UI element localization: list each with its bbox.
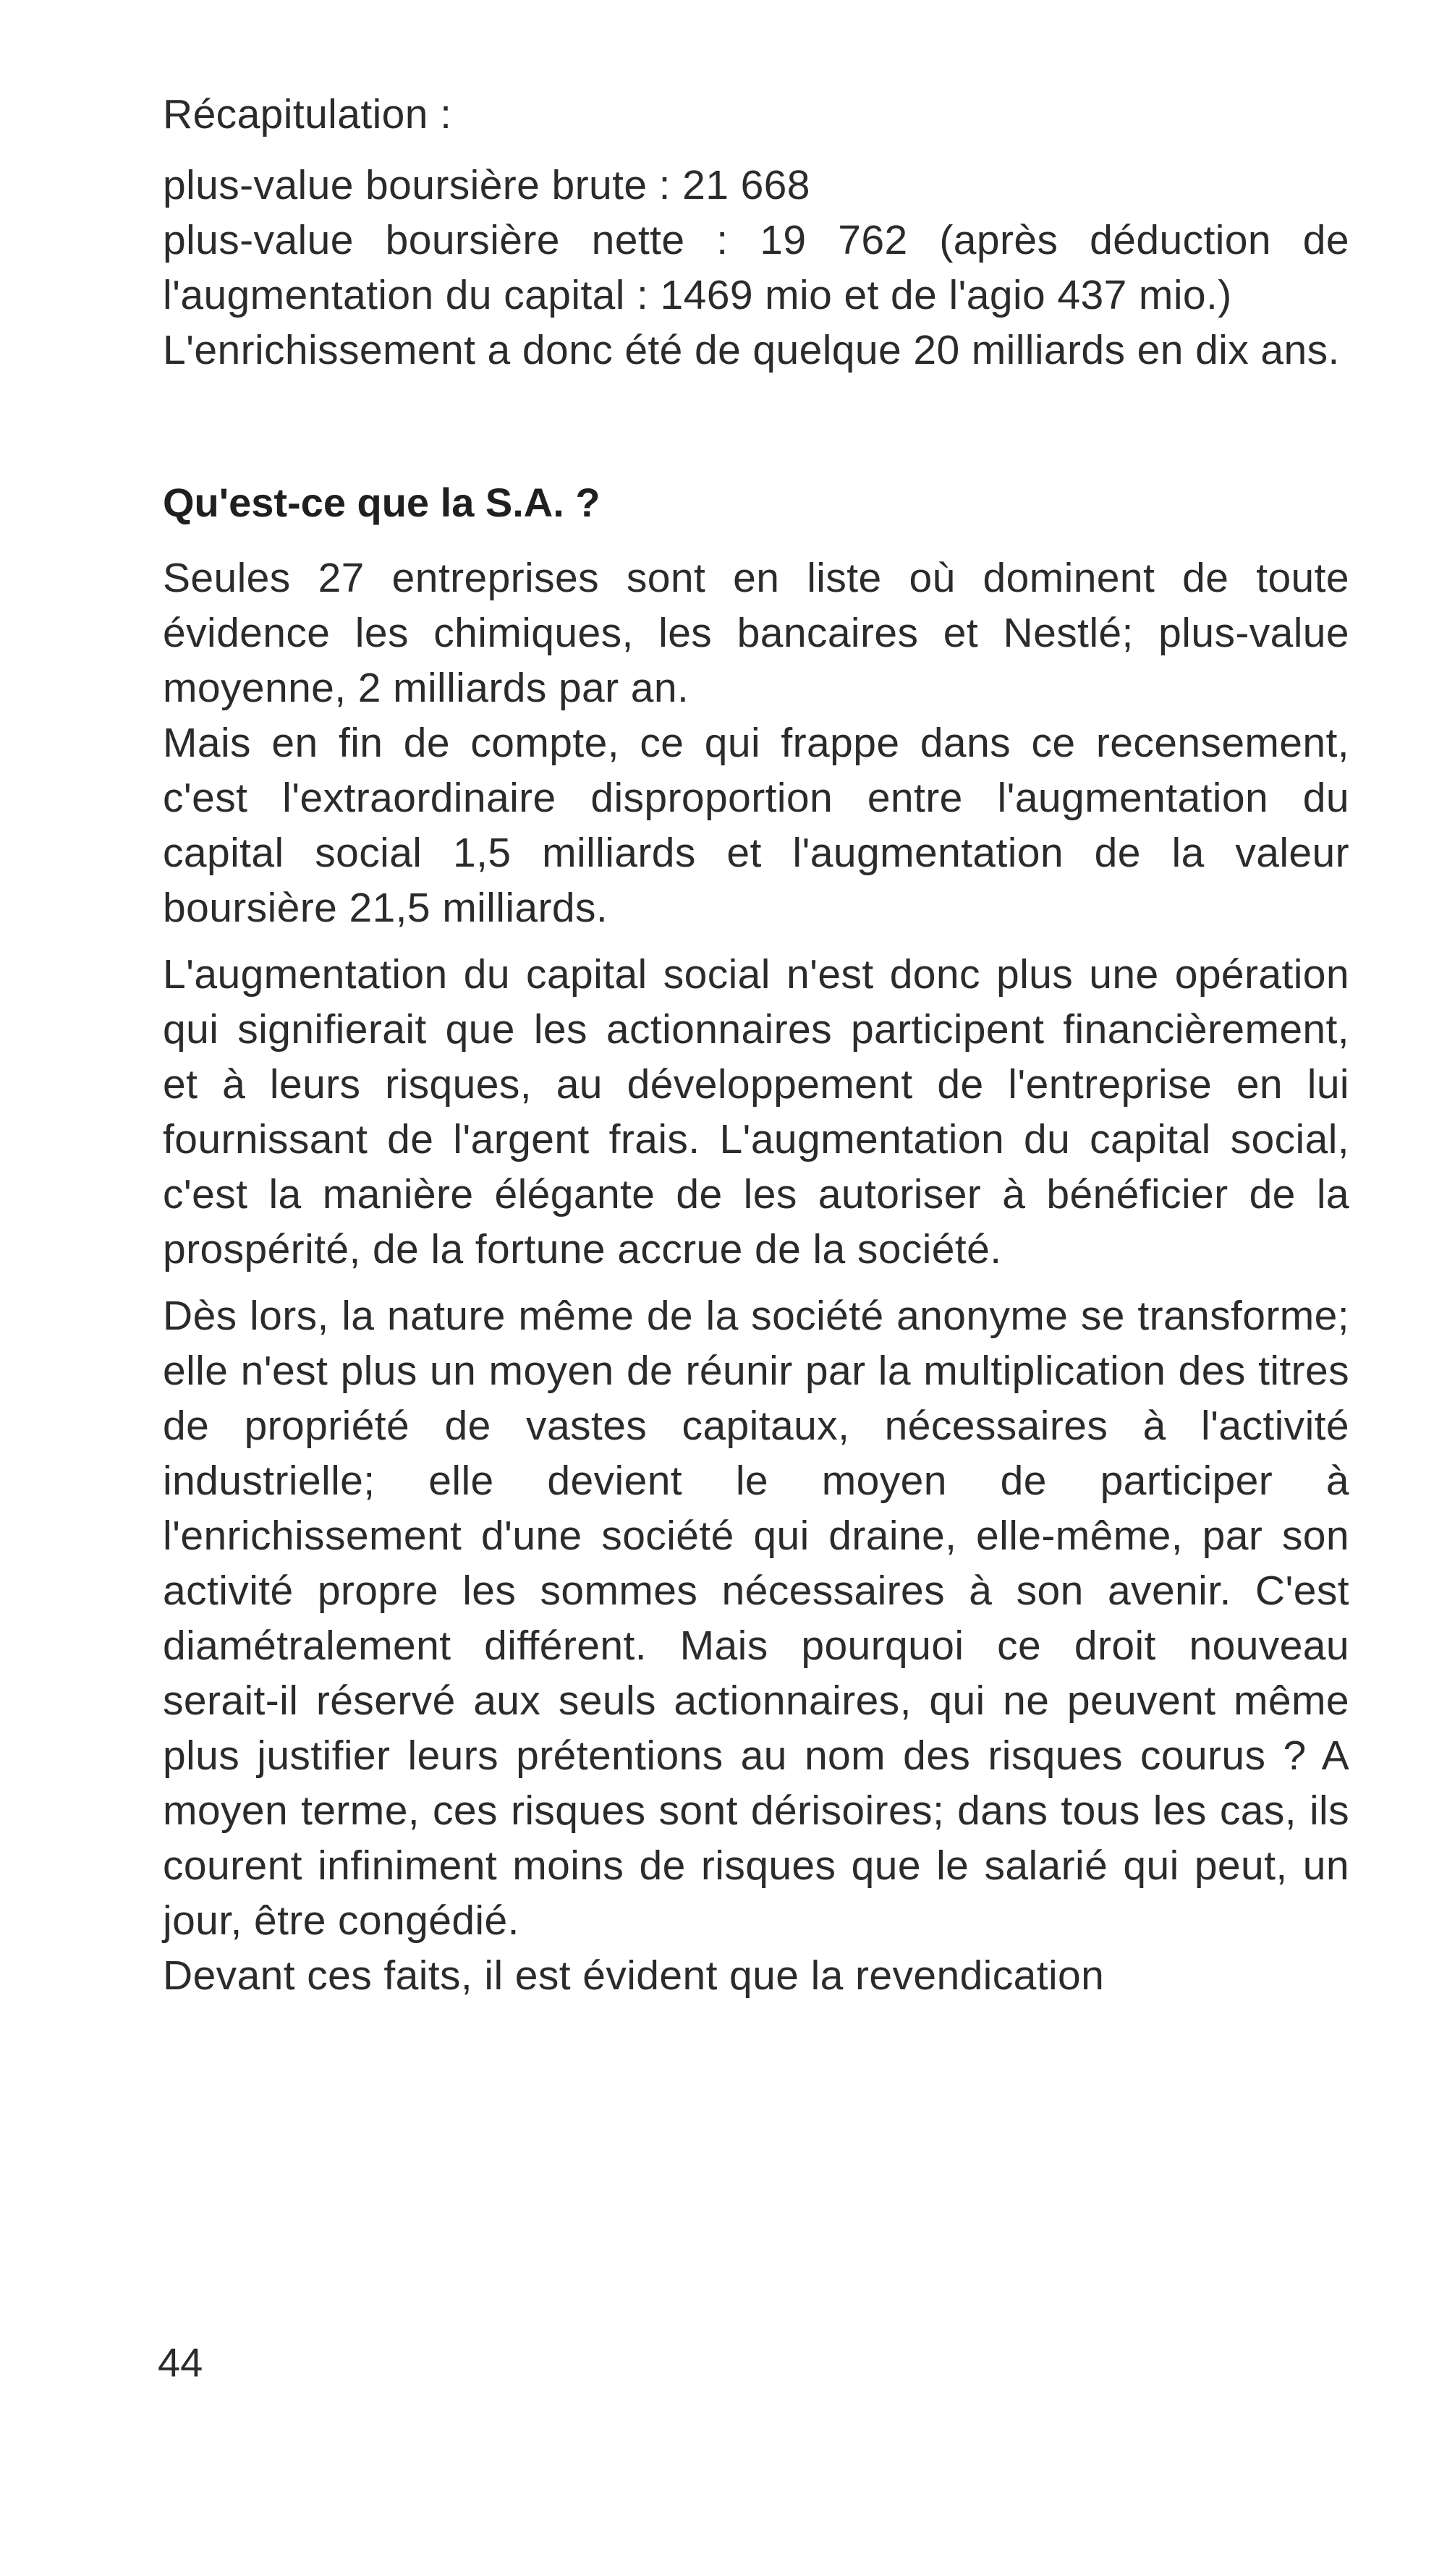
- paragraph-1: Seules 27 entreprises sont en liste où dominent de toute évidence les chimiques, les bancaires et Nestlé; plus-value moyenne, 2 milliards par an.: [163, 555, 1349, 711]
- paragraph-3: L'augmentation du capital social n'est donc plus une opération qui signifierait que les actionnaires participent financièrement, et à leurs risques, au développement de l'entreprise en lui fournissant de l'argent frais. L'augmentation du capital social, c'est la manière élégante de les autoriser à bénéficier de la prospérité, de la fortune accrue de la société.: [163, 951, 1349, 1272]
- paragraph-5: Devant ces faits, il est évident que la revendication: [163, 1952, 1105, 1999]
- paragraph-2: Mais en fin de compte, ce qui frappe dans ce recensement, c'est l'extraordinaire disproportion entre l'augmentation du capital social 1,5 milliards et l'augmentation de la valeur boursière 21,5 milliards.: [163, 720, 1349, 931]
- paragraph-4: Dès lors, la nature même de la société anonyme se transforme; elle n'est plus un moyen de réunir par la multiplication des titres de propriété de vastes capitaux, nécessaires à l'activité industrielle; elle devient le moyen de participer à l'enrichissement d'une société qui draine, elle-même, par son activité propre les sommes nécessaires à son avenir. C'est diamétralement différent. Mais pourquoi ce droit nouveau serait-il réservé aux seuls actionnaires, qui ne peuvent même plus justifier leurs prétentions au nom des risques courus ? A moyen terme, ces risques sont dérisoires; dans tous les cas, ils courent infiniment moins de risques que le salarié qui peut, un jour, être congédié.: [163, 1293, 1349, 1944]
- page-content: [163, 87, 1349, 2003]
- section-heading: Qu'est-ce que la S.A. ?: [163, 480, 601, 525]
- recap-net-gain: plus-value boursière nette : 19 762 (après déduction de l'augmentation du capital : 1469 mio et de l'agio 437 mio.): [163, 217, 1349, 318]
- page-number: 44: [158, 2339, 203, 2385]
- recap-title: Récapitulation :: [163, 91, 452, 137]
- recap-gross-gain: plus-value boursière brute : 21 668: [163, 162, 810, 208]
- recap-conclusion: L'enrichissement a donc été de quelque 20 milliards en dix ans.: [163, 327, 1340, 373]
